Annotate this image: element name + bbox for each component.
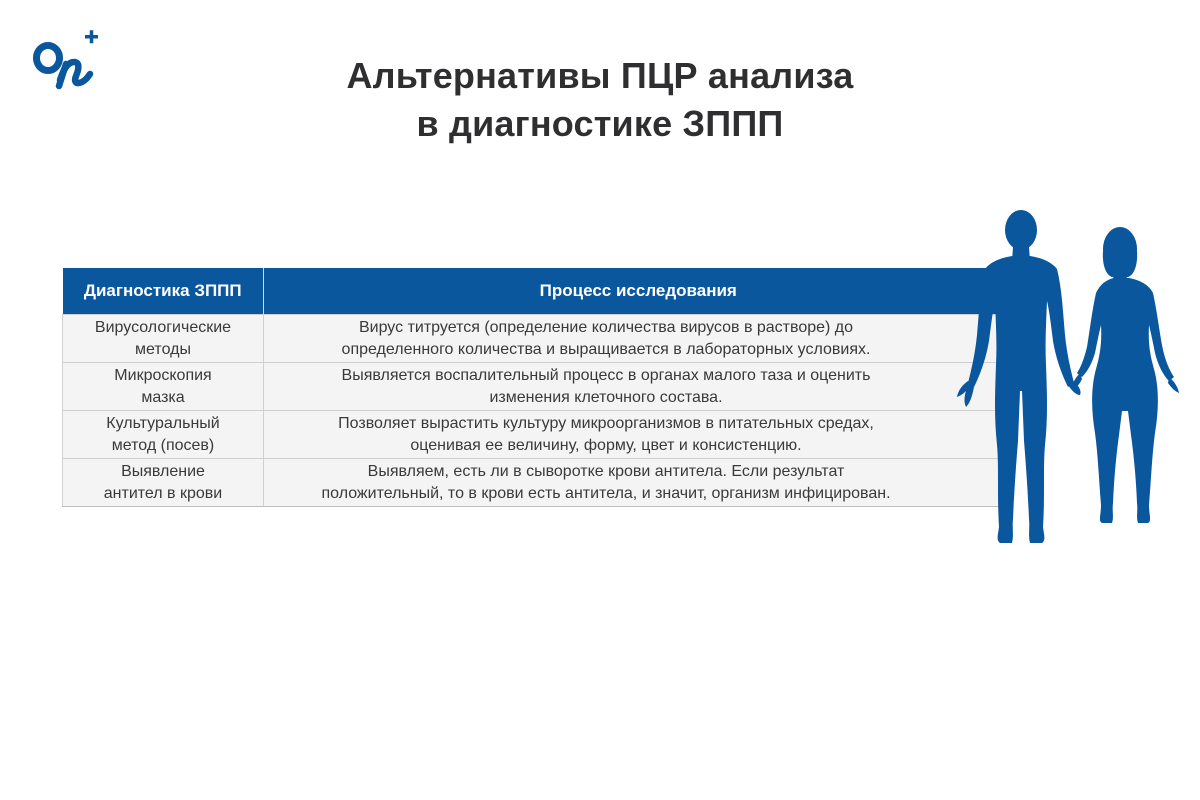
method-text: мазка	[141, 388, 185, 406]
process-text: Позволяет вырастить культуру микроорганизмов в питательных средах,	[338, 414, 874, 432]
method-text: Культуральный	[106, 414, 220, 432]
method-text: антител в крови	[103, 484, 223, 502]
process-cell	[264, 363, 1013, 411]
table-row	[63, 315, 1013, 363]
process-cell	[264, 459, 1013, 507]
method-text: Выявление	[121, 462, 205, 480]
method-cell	[63, 315, 264, 363]
table-row	[63, 411, 1013, 459]
column-header-process: Процесс исследования	[264, 268, 1013, 315]
illustration	[950, 205, 1186, 550]
diagnostics-table	[62, 268, 1013, 507]
table-row	[63, 459, 1013, 507]
method-cell	[63, 459, 264, 507]
process-text: оценивая ее величину, форму, цвет и консистенцию.	[410, 436, 802, 454]
method-text: Микроскопия	[114, 366, 212, 384]
process-text: Выявляем, есть ли в сыворотке крови антитела. Если результат	[367, 462, 845, 480]
page-title	[0, 52, 1200, 148]
process-text: Выявляется воспалительный процесс в органах малого таза и оценить	[341, 366, 871, 384]
process-text: определенного количества и выращивается в лабораторных условиях.	[341, 340, 871, 358]
method-cell	[63, 363, 264, 411]
method-text: методы	[135, 340, 191, 358]
table-header-row	[63, 268, 1013, 315]
process-cell	[264, 411, 1013, 459]
process-cell	[264, 315, 1013, 363]
column-header-diagnostics: Диагностика ЗППП	[63, 268, 264, 315]
process-text: Вирус титруется (определение количества вирусов в растворе) до	[358, 318, 854, 336]
human-couple-silhouette-icon	[950, 205, 1186, 550]
title-line-1: Альтернативы ПЦР анализа	[346, 55, 854, 96]
method-cell	[63, 411, 264, 459]
process-text: изменения клеточного состава.	[489, 388, 723, 406]
method-text: метод (посев)	[111, 436, 215, 454]
process-text: положительный, то в крови есть антитела, и значит, организм инфицирован.	[321, 484, 891, 502]
table-row	[63, 363, 1013, 411]
title-line-2: в диагностике ЗППП	[416, 103, 784, 144]
method-text: Вирусологические	[94, 318, 232, 336]
